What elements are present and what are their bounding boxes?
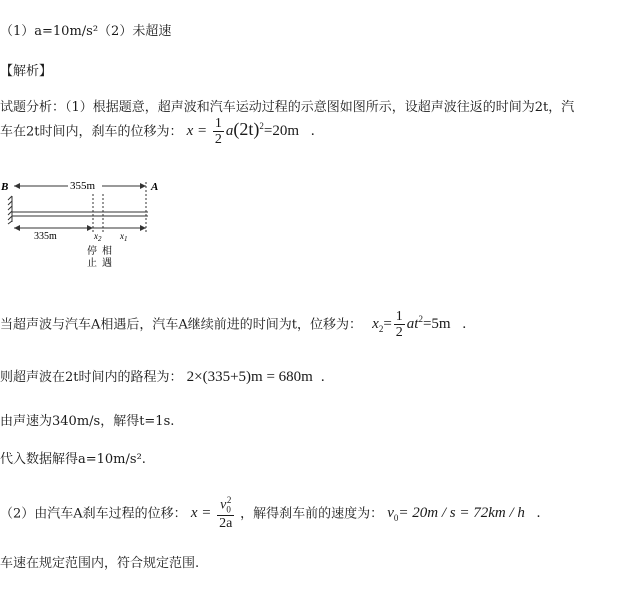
stop-label-2: 止: [87, 258, 97, 269]
analysis-paragraph-1: 试题分析：（1）根据题意，超声波和汽车运动过程的示意图如图所示，设超声波往返的时间为2t，汽: [0, 100, 575, 115]
braking-displacement-equation: x = $\frac{1}{2}$ $a(2t)^2=20m$ .: [186, 116, 315, 148]
para6-text: （2）由汽车A刹车过程的位移：: [0, 506, 187, 522]
seg-left-label: 335m: [34, 231, 57, 242]
wall-hatch: [8, 196, 12, 224]
para6-mid-text: ，解得刹车前的速度为：: [240, 506, 384, 522]
analysis-paragraph-5: 代入数据解得a=10m/s².: [0, 452, 146, 467]
analysis-paragraph-3: [0, 366, 325, 386]
para3-text: 则超声波在2t时间内的路程为：: [0, 370, 183, 385]
analysis-paragraph-4: 由声速为340m/s，解得t=1s.: [0, 414, 175, 429]
para2-text: 当超声波与汽车A相遇后，汽车A继续前进的时间为t，位移为：: [0, 317, 363, 333]
top-distance-label: 355m: [70, 180, 96, 192]
meet-label-2: 遇: [102, 258, 112, 269]
braking-formula: x = $\frac{v_0^2}{2a}$: [190, 495, 233, 532]
section-heading: 【解析】: [0, 64, 53, 79]
seg-x2-label: $x_2$: [94, 231, 102, 243]
motion-diagram: [0, 172, 170, 282]
label-a: A: [151, 181, 159, 193]
label-b: B: [1, 181, 9, 193]
initial-speed-equation: $v_0= 20m / s = 72km / h$ .: [387, 505, 541, 524]
stop-label-1: 停: [87, 246, 97, 257]
answer-line: （1）a=10m/s²（2）未超速: [0, 24, 172, 39]
analysis-paragraph-1-line-2: [0, 116, 315, 148]
conclusion-paragraph: 车速在规定范围内，符合规定范围.: [0, 556, 200, 571]
meet-label-1: 相: [102, 246, 112, 257]
analysis-paragraph-2: [0, 309, 466, 341]
analysis-paragraph-6: [0, 496, 540, 532]
para1-line2-text: 车在2t时间内，刹车的位移为：: [0, 124, 183, 140]
ultrasound-path-equation: 2×(335+5)m = 680m .: [186, 369, 325, 385]
seg-x1-label: $x_1$: [120, 231, 128, 243]
x2-displacement-equation: $x_2=$ $\frac{1}{2}$ $at^2=5m$ .: [372, 309, 467, 341]
